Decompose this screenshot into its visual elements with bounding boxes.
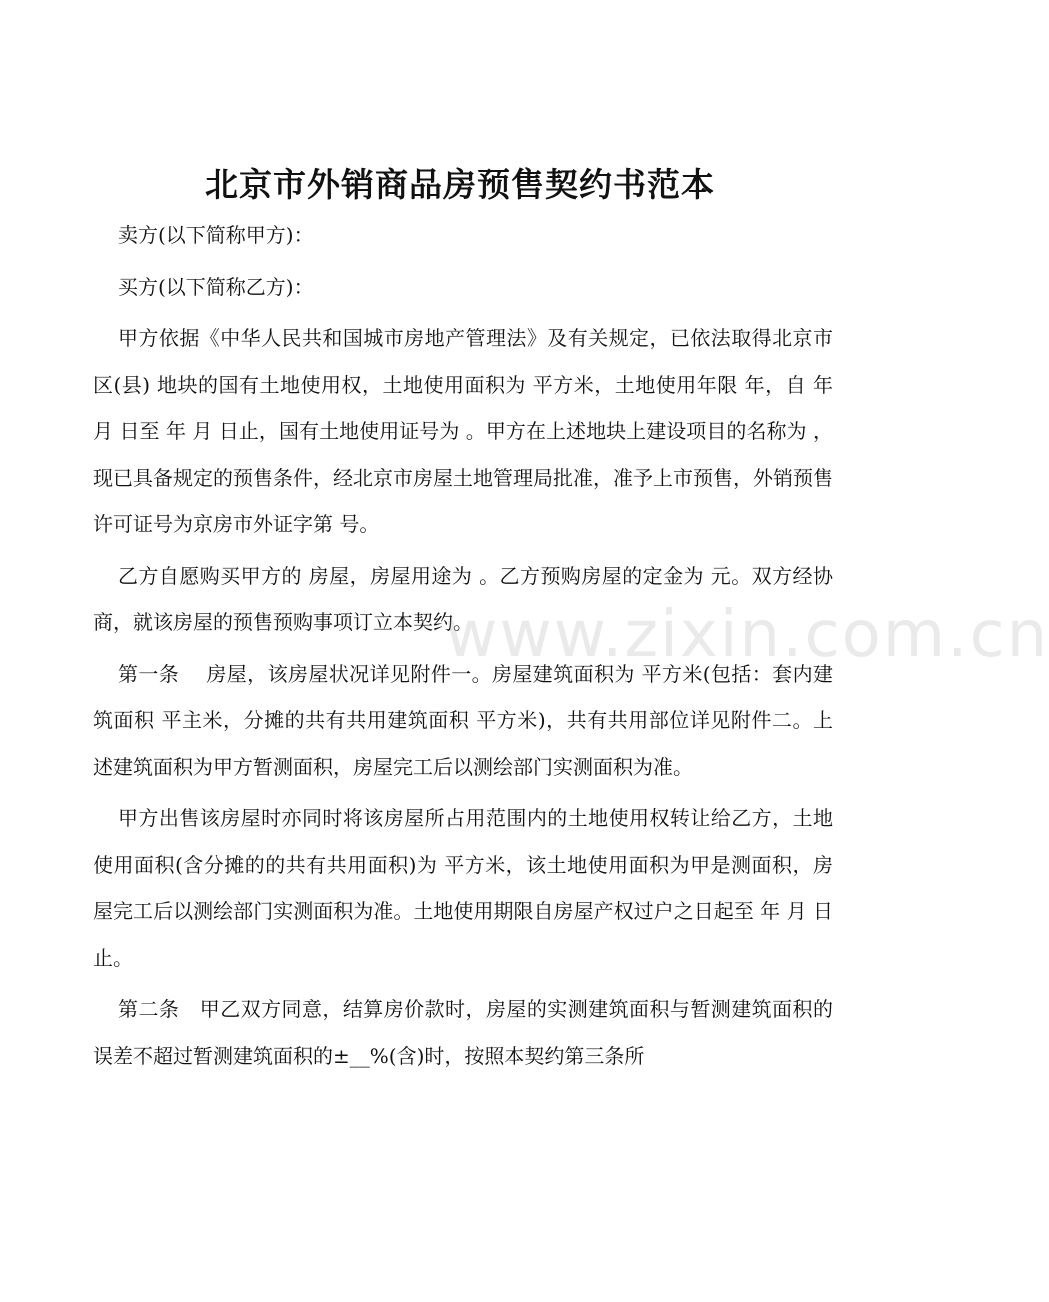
article-two-paragraph: 第二条 甲乙双方同意，结算房价款时，房屋的实测建筑面积与暂测建筑面积的误差不超过暂测建筑面积的±__%(含)时，按照本契约第三条所 xyxy=(93,997,833,1068)
purchase-paragraph: 乙方自愿购买甲方的 房屋，房屋用途为 。乙方预购房屋的定金为 元。双方经协商，就该房屋的预售预购事项订立本契约。 xyxy=(93,563,833,634)
document-body xyxy=(93,212,833,1084)
document-title: 北京市外销商品房预售契约书范本 xyxy=(205,165,715,204)
buyer-line: 买方(以下简称乙方)： xyxy=(118,274,314,299)
seller-line: 卖方(以下简称甲方)： xyxy=(118,223,314,247)
land-use-paragraph: 甲方出售该房屋时亦同时将该房屋所占用范围内的土地使用权转让给乙方，土地使用面积(含分摊的的共有共用面积)为 平方米，该土地使用面积为甲是测面积，房屋完工后以测绘部门实测面积为准。土地使用期限自房屋产权过户之日起至 年 月 日止。 xyxy=(93,806,833,970)
preamble-paragraph: 甲方依据《中华人民共和国城市房地产管理法》及有关规定，已依法取得北京市 区(县) 地块的国有土地使用权，土地使用面积为 平方米，土地使用年限 年，自 年 月 日至 年 月 日止，国有土地使用证号为 。甲方在上述地块上建设项目的名称为 ，现已具备规定的预售条件，经北京市房屋土地管理局批准，准予上市预售，外销预售许可证号为京房市外证字第 号。 xyxy=(93,326,833,536)
article-one-paragraph: 第一条 房屋，该房屋状况详见附件一。房屋建筑面积为 平方米(包括：套内建筑面积 平主米，分摊的共有共用建筑面积 平方米)，共有共用部位详见附件二。上述建筑面积为甲方暂测面积，房屋完工后以测绘部门实测面积为准。 xyxy=(93,661,833,779)
watermark-text: www.zixin.com.cn xyxy=(445,598,1049,672)
